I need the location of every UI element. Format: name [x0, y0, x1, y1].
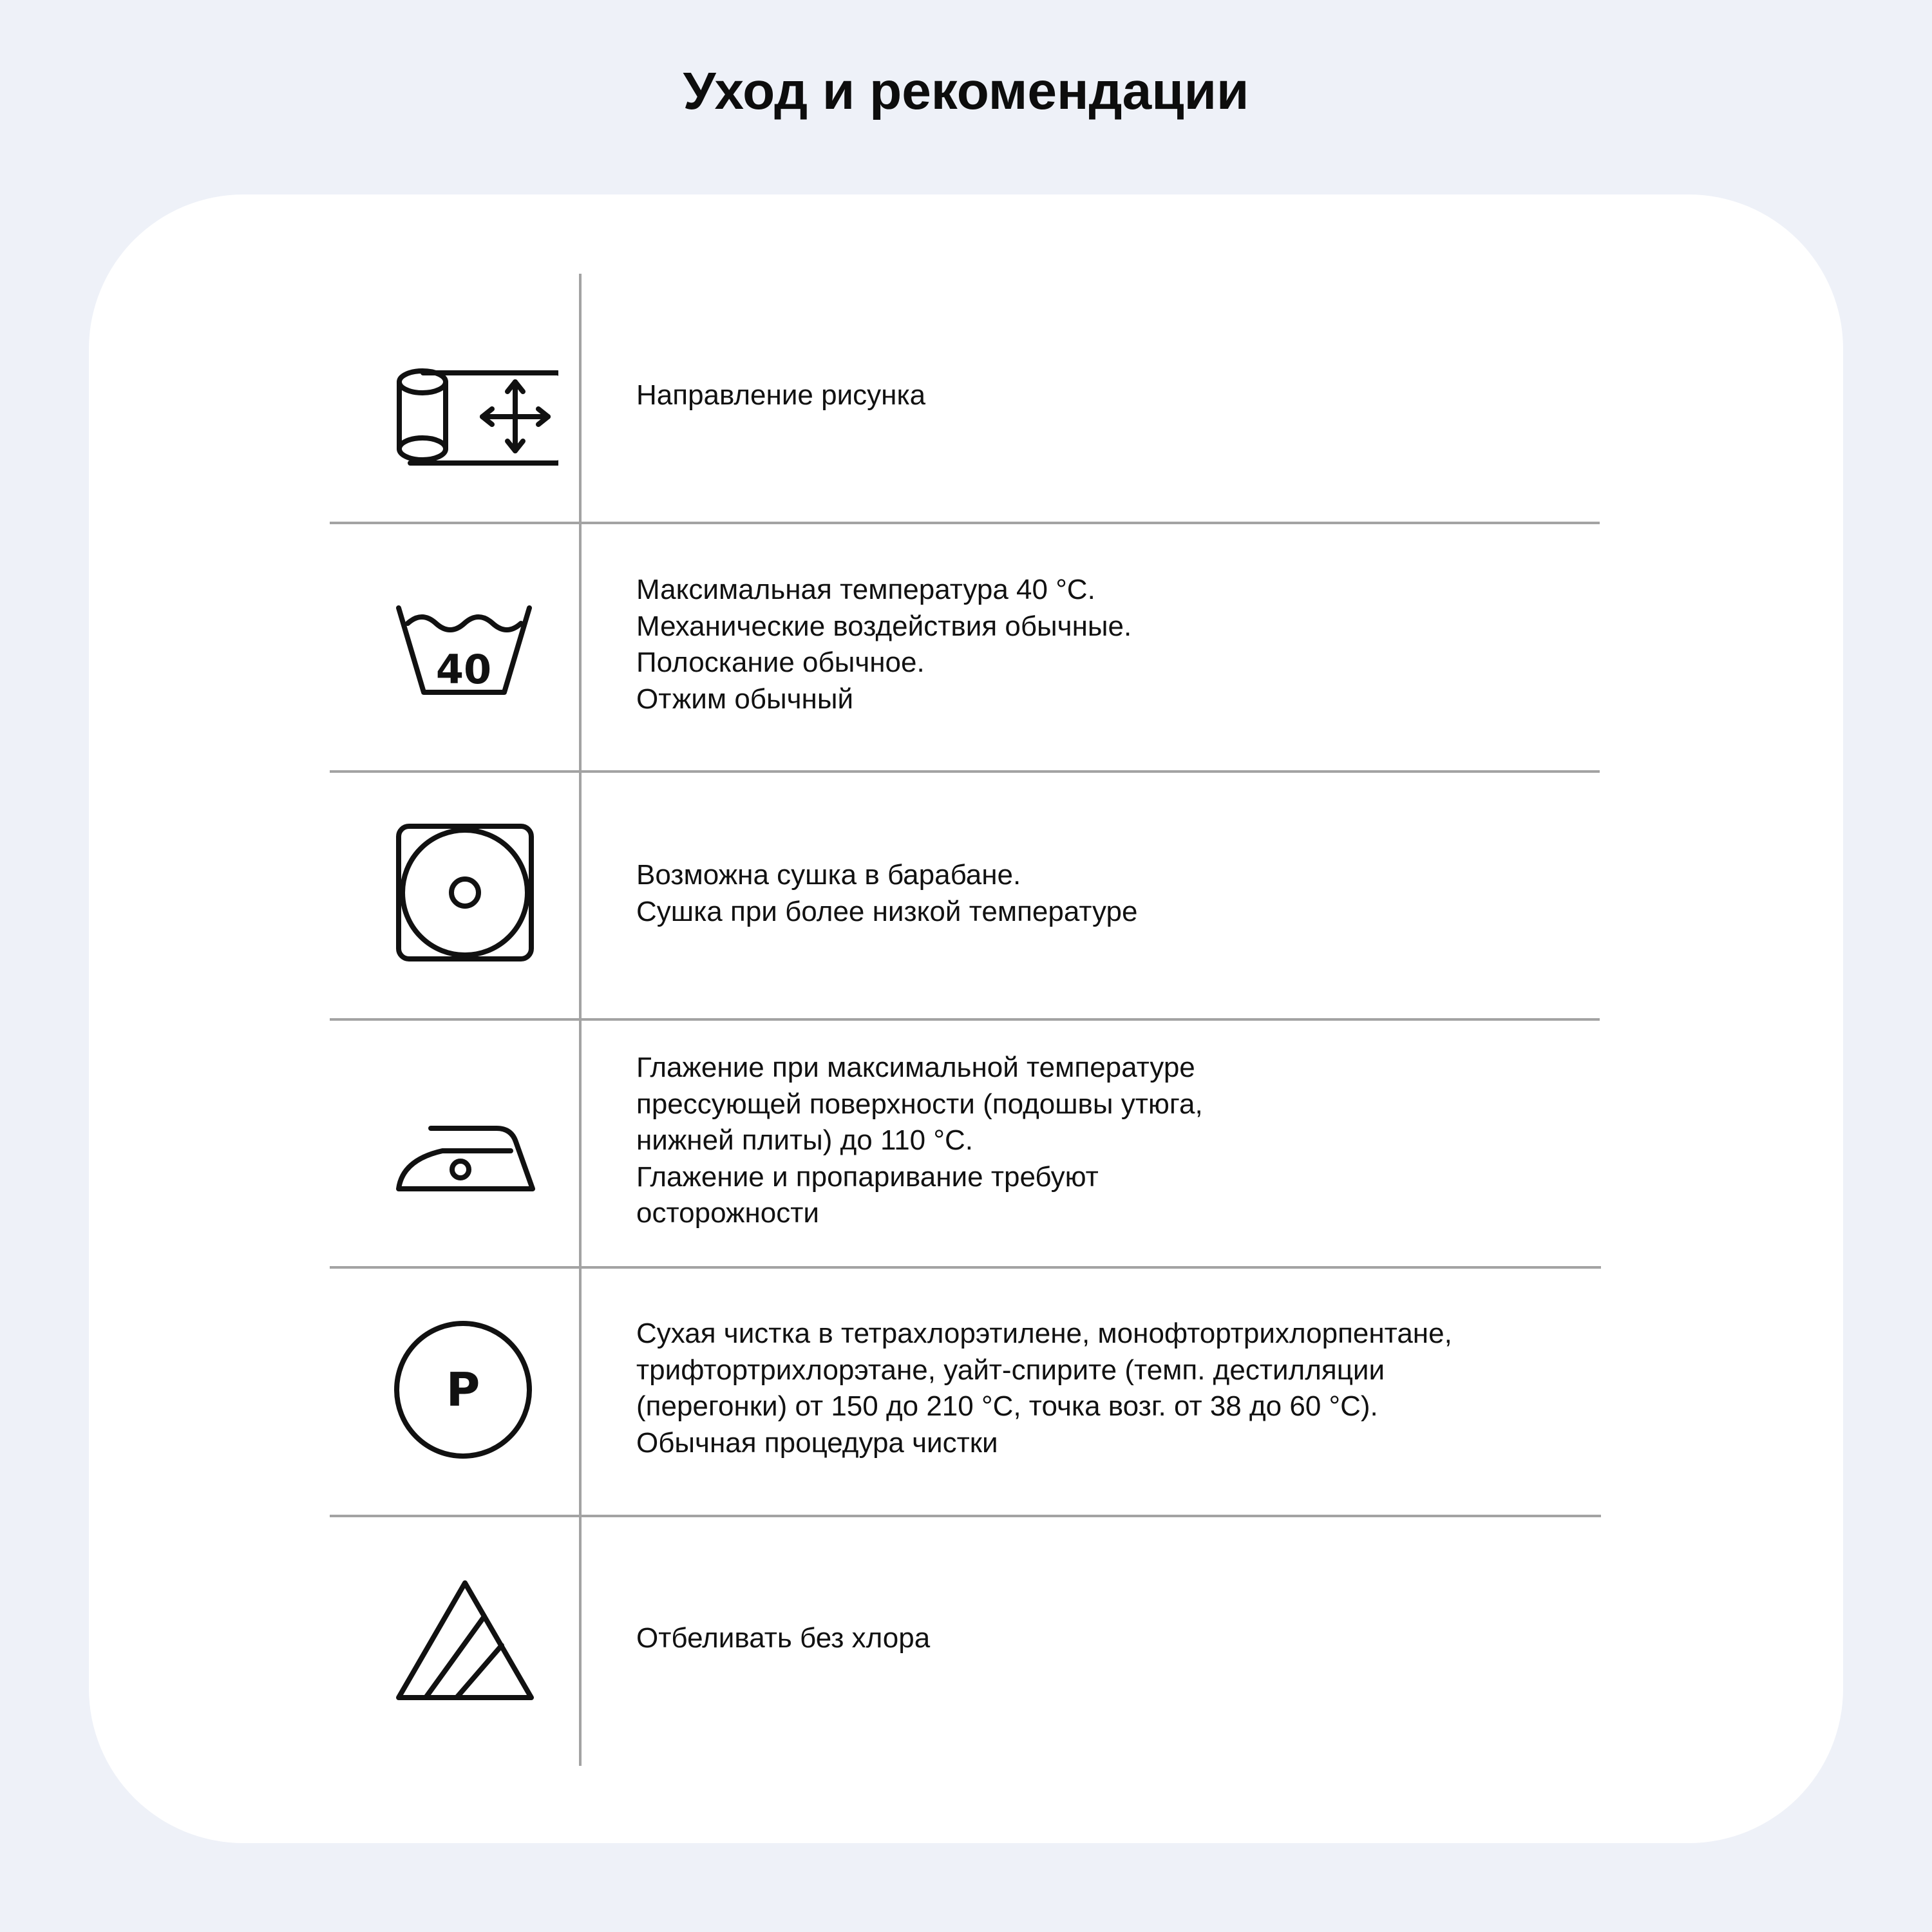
dry-clean-solvent-label: P: [446, 1363, 480, 1417]
tumble-dry-low-icon: [365, 797, 558, 990]
iron-low-icon: [365, 1045, 558, 1238]
care-row-ironing: [330, 1019, 1601, 1266]
dry-clean-p-icon: [365, 1293, 558, 1486]
care-row-pattern-direction: [330, 274, 1601, 522]
wash-40-icon: [365, 549, 558, 742]
care-description: Направление рисунка: [636, 379, 926, 411]
care-row-dry-clean: [330, 1267, 1601, 1515]
care-row-wash: [330, 523, 1601, 770]
care-row-bleach: [330, 1516, 1601, 1766]
pattern-direction-icon: [365, 312, 558, 506]
care-description: Возможна сушка в барабане. Сушка при более низкой температуре: [636, 859, 1138, 927]
page-title: Уход и рекомендации: [683, 62, 1249, 120]
care-description: Глажение при максимальной температуре прессующей поверхности (подошвы утюга, нижней плиты) до 110 °С. Глажение и пропаривание требуют осторожности: [636, 1052, 1203, 1229]
non-chlorine-bleach-icon: [365, 1542, 558, 1735]
care-description: Максимальная температура 40 °С. Механические воздействия обычные. Полоскание обычное. Отжим обычный: [636, 574, 1132, 715]
care-row-tumble-dry: [330, 772, 1601, 1018]
care-description: Отбеливать без хлора: [636, 1622, 931, 1654]
wash-temperature-label: 40: [435, 646, 492, 693]
care-description: Сухая чистка в тетрахлорэтилене, монофтортрихлорпентане, трифтортрихлорэтане, уайт-спирите (темп. дестилляции (перегонки) от 150 до 210 °С, точка возг. от 38 до 60 °С). Обычная процедура чистки: [636, 1318, 1452, 1459]
